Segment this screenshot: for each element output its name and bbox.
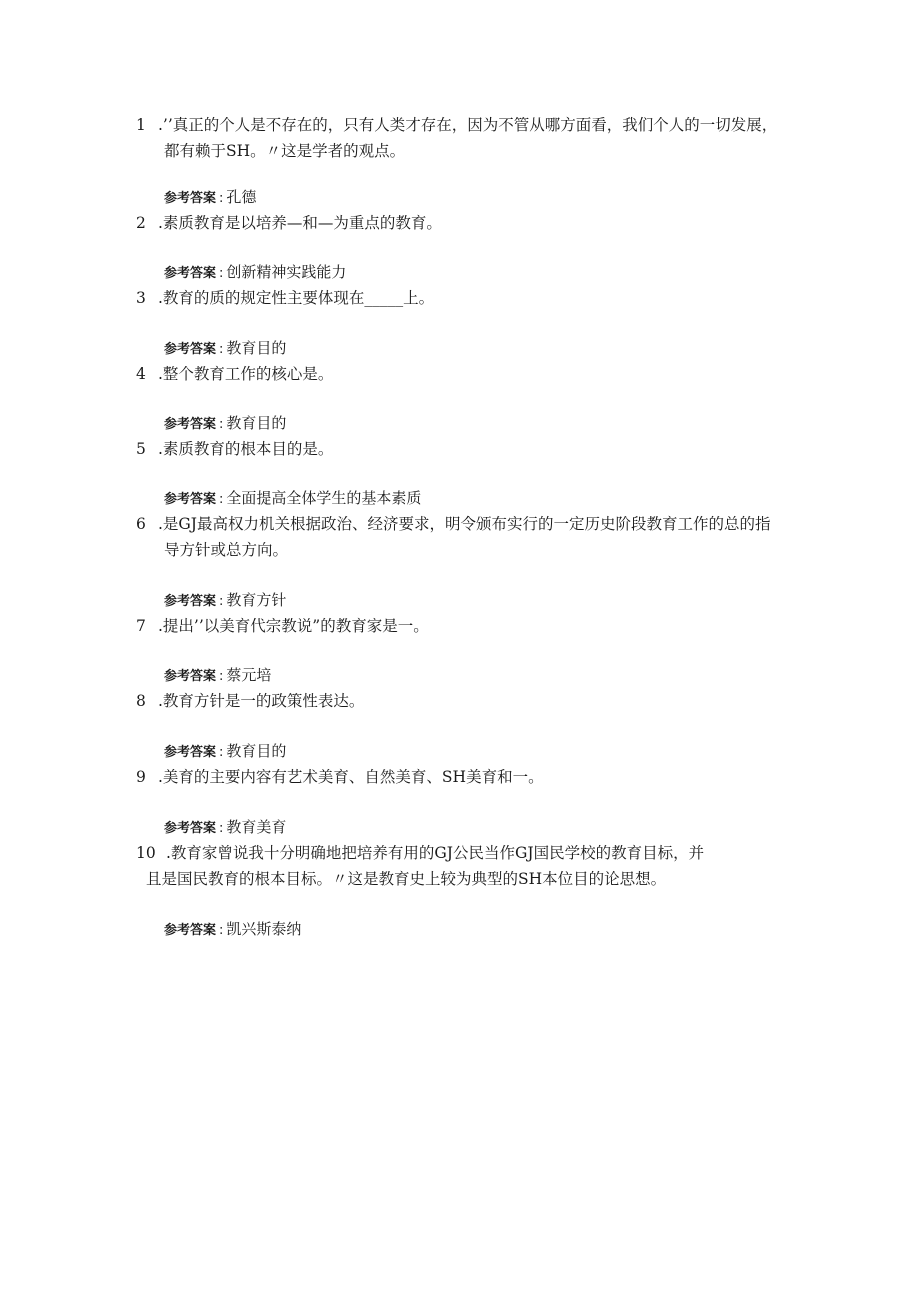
question-text: .整个教育工作的核心是。 (158, 365, 334, 383)
question-number: 7 (136, 617, 146, 635)
question-10 (136, 840, 786, 892)
answer-10: 参考答案 : 凯兴斯泰纳 (164, 920, 302, 938)
answer-label: 参考答案 (164, 669, 217, 684)
question-number: 8 (136, 692, 146, 710)
answer-2: 参考答案 : 创新精神实践能力 (164, 263, 347, 281)
answer-4: 参考答案 : 教育目的 (164, 414, 287, 432)
question-number: 6 (136, 515, 146, 533)
answer-text: 教育目的 (226, 414, 287, 432)
question-number: 9 (136, 768, 146, 786)
answer-label: 参考答案 (164, 191, 217, 206)
question-text-continued: 导方针或总方向。 (164, 541, 289, 559)
answer-text: 蔡元培 (226, 666, 272, 684)
question-text: .教育的质的规定性主要体现在_____上。 (158, 289, 435, 307)
question-text: .素质教育的根本目的是。 (158, 440, 334, 458)
answer-text: 全面提高全体学生的基本素质 (226, 489, 422, 507)
question-text: .教育家曾说我十分明确地把培养有用的GJ公民当作GJ国民学校的教育目标，并 (166, 844, 705, 862)
answer-1: 参考答案 : 孔德 (164, 188, 257, 206)
answer-label: 参考答案 (164, 594, 217, 609)
answer-text: 教育目的 (226, 742, 287, 760)
question-6 (136, 511, 786, 563)
answer-label: 参考答案 (164, 417, 217, 432)
answer-label: 参考答案 (164, 745, 217, 760)
question-2 (136, 210, 786, 236)
question-4 (136, 361, 786, 387)
question-3 (136, 285, 786, 311)
question-text: .是GJ最高权力机关根据政治、经济要求，明令颁布实行的一定历史阶段教育工作的总的指 (158, 515, 771, 533)
answer-9: 参考答案 : 教育美育 (164, 818, 287, 836)
question-7 (136, 613, 786, 639)
question-1 (136, 112, 786, 164)
question-text: .’’真正的个人是不存在的，只有人类才存在，因为不管从哪方面看，我们个人的一切发展， (158, 116, 778, 134)
question-text-continued: 且是国民教育的根本目标。〃这是教育史上较为典型的SH本位目的论思想。 (146, 870, 667, 888)
answer-5: 参考答案 : 全面提高全体学生的基本素质 (164, 489, 422, 507)
answer-text: 凯兴斯泰纳 (226, 920, 302, 938)
answer-text: 教育目的 (226, 339, 287, 357)
question-text: .提出’’以美育代宗教说”的教育家是一。 (158, 617, 429, 635)
question-8 (136, 688, 786, 714)
question-text: .教育方针是一的政策性表达。 (158, 692, 365, 710)
question-number: 10 (136, 844, 156, 862)
answer-3: 参考答案 : 教育目的 (164, 339, 287, 357)
answer-text: 教育美育 (226, 818, 287, 836)
answer-label: 参考答案 (164, 923, 217, 938)
answer-label: 参考答案 (164, 492, 217, 507)
answer-text: 孔德 (226, 188, 257, 206)
question-number: 2 (136, 214, 146, 232)
question-number: 4 (136, 365, 146, 383)
answer-label: 参考答案 (164, 266, 217, 281)
answer-text: 教育方针 (226, 591, 287, 609)
question-number: 1 (136, 116, 146, 134)
answer-6: 参考答案 : 教育方针 (164, 591, 287, 609)
question-text: .美育的主要内容有艺术美育、自然美育、SH美育和一。 (158, 768, 544, 786)
question-number: 5 (136, 440, 146, 458)
question-text-continued: 都有赖于SH。〃这是学者的观点。 (164, 142, 406, 160)
answer-8: 参考答案 : 教育目的 (164, 742, 287, 760)
answer-7: 参考答案 : 蔡元培 (164, 666, 272, 684)
question-9 (136, 764, 786, 790)
answer-label: 参考答案 (164, 821, 217, 836)
answer-label: 参考答案 (164, 342, 217, 357)
question-text: .素质教育是以培养—和—为重点的教育。 (158, 214, 442, 232)
question-5 (136, 436, 786, 462)
question-number: 3 (136, 289, 146, 307)
answer-text: 创新精神实践能力 (226, 263, 347, 281)
